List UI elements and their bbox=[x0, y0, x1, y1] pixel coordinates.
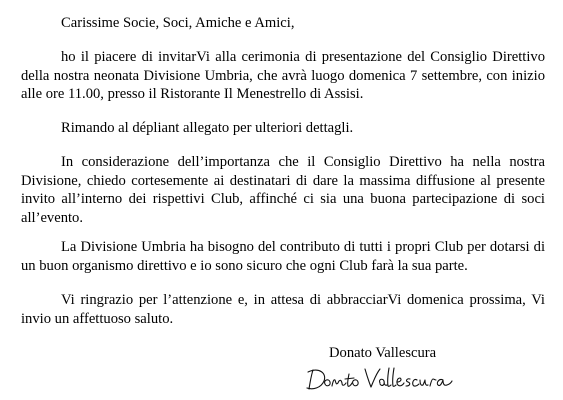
letter-paragraph-invitation: ho il piacere di invitarVi alla cerimonia di presentazione del Consiglio Direttivo della nostra neonata Divisione Umbria, che avrà luogo domenica 7 settembre, con inizio alle ore 11.00, presso il Ristorante Il Menestrello di Assisi. bbox=[21, 49, 545, 102]
letter-paragraph-brochure: Rimando al dépliant allegato per ulteriori dettagli. bbox=[61, 120, 354, 136]
handwritten-signature bbox=[305, 364, 455, 394]
letter-paragraph-diffusion: In considerazione dell’importanza che il Consiglio Direttivo ha nella nostra Divisione, chiedo cortesemente ai destinatari di dare la massima diffusione al presente invito all’interno dei rispettivi Club, affinché ci sia una buona partecipazione di soci all’evento. bbox=[21, 154, 545, 226]
signatory-name: Donato Vallescura bbox=[329, 345, 437, 361]
letter-paragraph-closing: Vi ringrazio per l’attenzione e, in attesa di abbracciarVi domenica prossima, Vi invio un affettuoso saluto. bbox=[21, 292, 545, 327]
letter-greeting: Carissime Socie, Soci, Amiche e Amici, bbox=[61, 15, 295, 31]
letter-paragraph-contribution: La Divisione Umbria ha bisogno del contributo di tutti i propri Club per dotarsi di un buon organismo direttivo e io sono sicuro che ogni Club farà la sua parte. bbox=[21, 239, 545, 274]
